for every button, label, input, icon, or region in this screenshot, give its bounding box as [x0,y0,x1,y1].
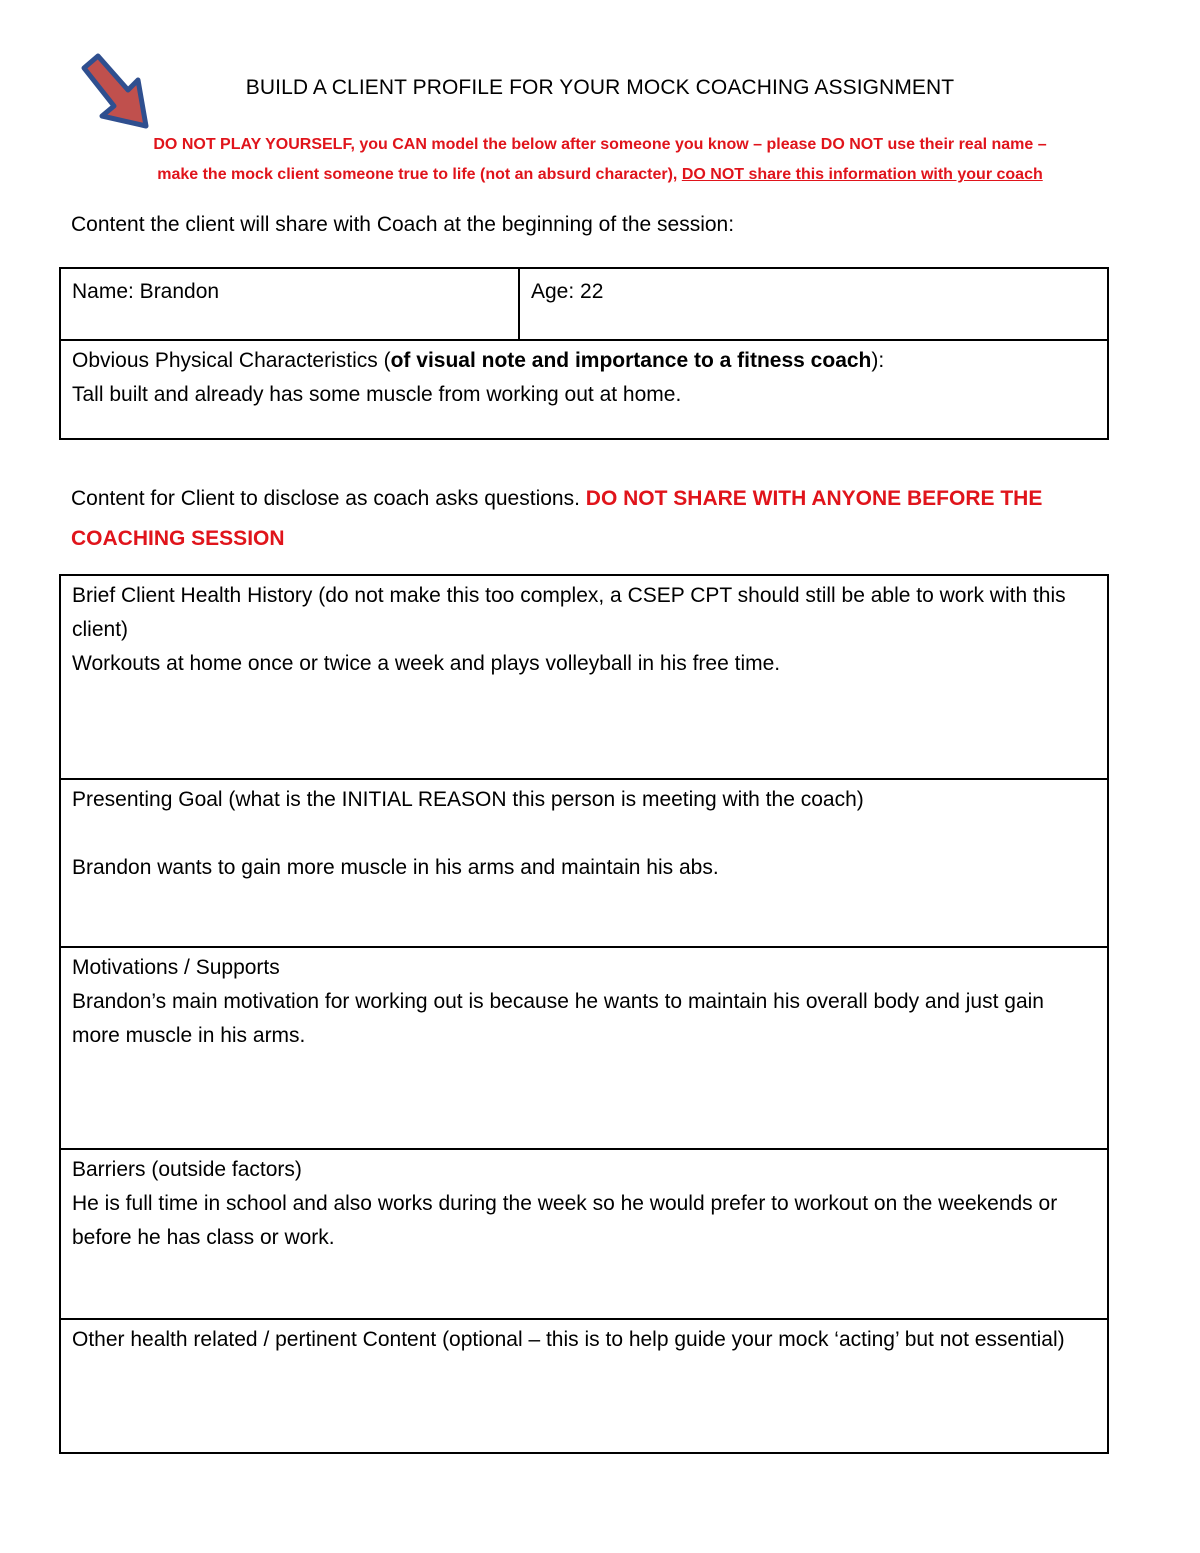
warning-line-2-underlined: DO NOT share this information with your coach [681,166,1043,183]
health-history-section [61,576,1107,780]
warning-line-2 [60,160,1140,190]
physical-label-suffix: ): [871,349,885,372]
name-cell: Name: Brandon [61,269,520,339]
motivations-label: Motivations / Supports [72,956,280,979]
physical-label-bold: of visual note and importance to a fitness coach [390,349,872,372]
disclose-intro-text: Content for Client to disclose as coach asks questions. [71,487,586,510]
age-cell: Age: 22 [531,280,604,303]
physical-characteristics-value: Tall built and already has some muscle from working out at home. [72,383,682,406]
disclose-intro [71,479,1131,559]
barriers-label: Barriers (outside factors) [72,1158,302,1181]
physical-label-prefix: Obvious Physical Characteristics ( [72,349,391,372]
physical-characteristics-cell [61,341,1107,418]
barriers-section [61,1150,1107,1320]
disclose-warning: DO NOT SHARE WITH ANYONE BEFORE THE COACHING SESSION [71,487,1043,550]
other-content-section [61,1320,1107,1452]
warning-line-2-text: make the mock client someone true to life (not an absurd character), [157,166,682,183]
shared-content-intro: Content the client will share with Coach at the beginning of the session: [71,213,735,236]
motivations-section [61,948,1107,1150]
other-content-label: Other health related / pertinent Content (optional – this is to help guide your mock ‘acting’ but not essential) [72,1328,1065,1351]
warning-line-1: DO NOT PLAY YOURSELF, you CAN model the below after someone you know – please DO NOT use their real name – [153,136,1047,153]
disclose-info-table [59,574,1109,1454]
shared-info-table [59,267,1109,440]
page-title: BUILD A CLIENT PROFILE FOR YOUR MOCK COACHING ASSIGNMENT [245,76,955,99]
health-history-label: Brief Client Health History (do not make this too complex, a CSEP CPT should still be able to work with this client) [72,584,1066,641]
presenting-goal-value: Brandon wants to gain more muscle in his arms and maintain his abs. [72,856,719,879]
blank-line [72,817,1096,851]
physical-characteristics-label [72,344,1096,378]
warning-instructions [60,130,1140,190]
presenting-goal-label: Presenting Goal (what is the INITIAL REASON this person is meeting with the coach) [72,788,864,811]
health-history-value: Workouts at home once or twice a week and plays volleyball in his free time. [72,652,781,675]
barriers-value: He is full time in school and also works during the week so he would prefer to workout on the weekends or before he has class or work. [72,1192,1058,1249]
presenting-goal-section [61,780,1107,948]
name-age-row [61,269,1107,341]
motivations-value: Brandon’s main motivation for working out is because he wants to maintain his overall body and just gain more muscle in his arms. [72,990,1044,1047]
